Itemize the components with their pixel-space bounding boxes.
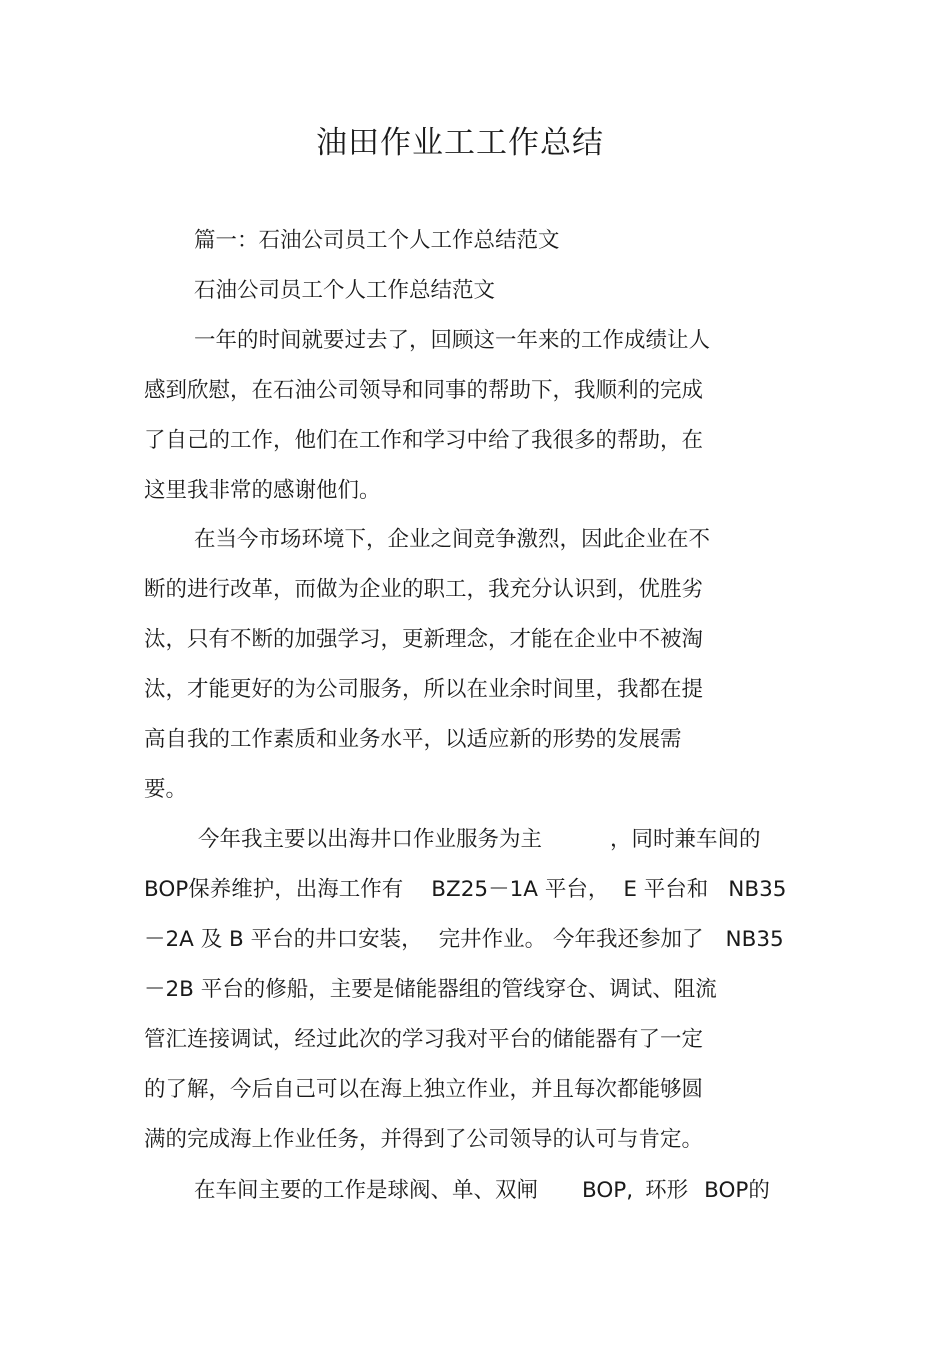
paragraph-line: 汰，才能更好的为公司服务，所以在业余时间里，我都在提	[144, 677, 704, 702]
text-segment: NB35	[728, 877, 787, 902]
paragraph-line: 管汇连接调试，经过此次的学习我对平台的储能器有了一定	[144, 1027, 704, 1052]
text-segment: 环形	[645, 1178, 689, 1203]
paragraph-line: 的了解，今后自己可以在海上独立作业，并且每次都能够圆	[144, 1077, 704, 1102]
text-segment: NB35	[725, 927, 784, 952]
text-segment: 在车间主要的工作是球阀、单、双闸	[194, 1178, 539, 1203]
paragraph-line	[194, 1176, 770, 1206]
paragraph-line	[144, 925, 784, 955]
paragraph-line: 感到欣慰，在石油公司领导和同事的帮助下，我顺利的完成	[144, 378, 704, 403]
section-heading: 篇一：石油公司员工个人工作总结范文	[194, 228, 560, 253]
text-segment: 今年我主要以出海井口作业服务为主	[198, 827, 543, 852]
paragraph-line	[198, 825, 761, 855]
document-title: 油田作业工工作总结	[316, 125, 604, 161]
text-segment: ，同时兼车间的	[610, 827, 761, 852]
paragraph-line	[144, 875, 786, 905]
paragraph-line: 在当今市场环境下，企业之间竞争激烈，因此企业在不	[194, 527, 711, 552]
paragraph-line: 要。	[144, 777, 188, 802]
paragraph-line: 这里我非常的感谢他们。	[144, 478, 381, 503]
paragraph-line: 断的进行改革，而做为企业的职工，我充分认识到，优胜劣	[144, 577, 704, 602]
paragraph-line: 汰，只有不断的加强学习，更新理念，才能在企业中不被淘	[144, 627, 704, 652]
paragraph-line: 了自己的工作，他们在工作和学习中给了我很多的帮助，在	[144, 428, 704, 453]
text-segment: E 平台和	[623, 877, 709, 902]
text-segment: BZ25－1A 平台，	[431, 877, 610, 902]
text-segment: BOP保养维护，出海工作有	[144, 877, 404, 902]
paragraph-line: －2B 平台的修船，主要是储能器组的管线穿仓、调试、阻流	[144, 977, 717, 1002]
paragraph-line: 一年的时间就要过去了，回顾这一年来的工作成绩让人	[194, 328, 711, 353]
text-segment: BOP的	[704, 1178, 770, 1203]
section-subtitle: 石油公司员工个人工作总结范文	[194, 278, 496, 303]
paragraph-line: 高自我的工作素质和业务水平，以适应新的形势的发展需	[144, 727, 682, 752]
text-segment: 完井作业。 今年我还参加了	[438, 927, 704, 952]
text-segment: BOP,	[582, 1178, 634, 1203]
paragraph-line: 满的完成海上作业任务，并得到了公司领导的认可与肯定。	[144, 1127, 704, 1152]
text-segment: －2A 及 B 平台的井口安装，	[144, 927, 423, 952]
